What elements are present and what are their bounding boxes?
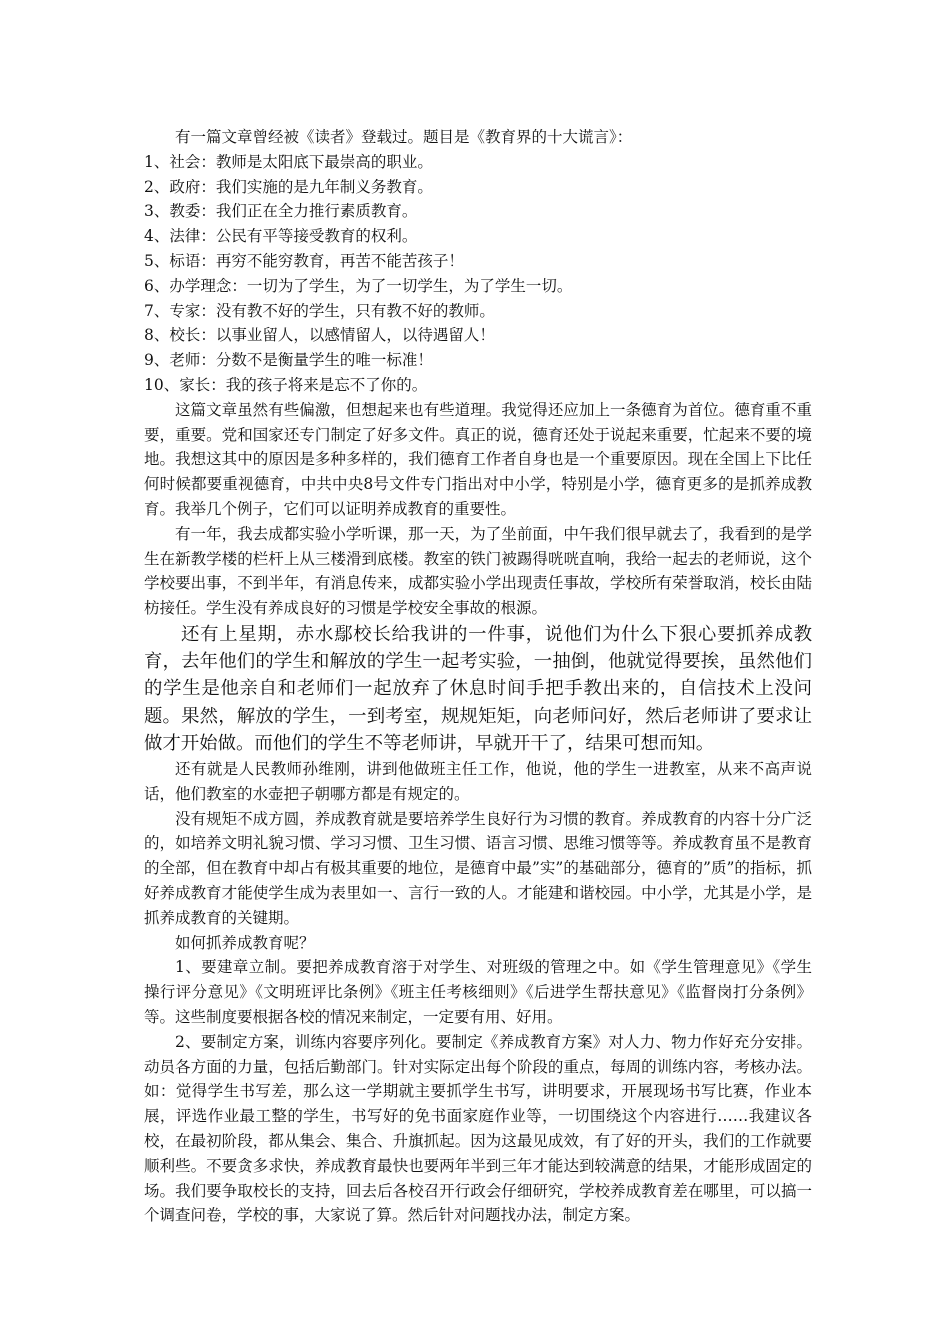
list-item: 7、专家：没有教不好的学生，只有教不好的教师。 bbox=[144, 301, 495, 320]
list-item: 2、政府：我们实施的是九年制义务教育。 bbox=[144, 177, 433, 196]
list-item: 3、教委：我们正在全力推行素质教育。 bbox=[144, 202, 418, 221]
list-item: 4、法律：公民有平等接受教育的权利。 bbox=[144, 227, 418, 246]
body-paragraph: 这篇文章虽然有些偏激，但想起来也有些道理。我觉得还应加上一条德育为首位。德育重不重要，重要。党和国家还专门制定了好多文件。真正的说，德育还处于说起来重要，忙起来不要的境地。我想这其中的原因是多种多样的，我们德育工作者自身也是一个重要原因。现在全国上下比任何时候都要重视德育，中共中央8号文件专门指出对中小学，特别是小学，德育更多的是抓养成教育。我举几个例子，它们可以证明养成教育的重要性。 bbox=[144, 400, 812, 518]
intro-paragraph: 有一篇文章曾经被《读者》登载过。题目是《教育界的十大谎言》： bbox=[175, 128, 633, 146]
section-question: 如何抓养成教育呢？ bbox=[175, 933, 315, 952]
list-item: 10、家长：我的孩子将来是忘不了你的。 bbox=[144, 375, 428, 394]
body-paragraph-large: 还有上星期，赤水鄢校长给我讲的一件事，说他们为什么下狠心要抓养成教育，去年他们的学生和解放的学生一起考实验，一抽倒，他就觉得要挨，虽然他们的学生是他亲自和老师们一起放弃了休息时间手把手教出来的，自信技术上没问题。果然，解放的学生，一到考室，规规矩矩，向老师问好，然后老师讲了要求让做才开始做。而他们的学生不等老师讲，早就开干了，结果可想而知。 bbox=[144, 623, 812, 754]
body-paragraph: 1、要建章立制。要把养成教育溶于对学生、对班级的管理之中。如《学生管理意见》《学生操行评分意见》《文明班评比条例》《班主任考核细则》《后进学生帮扶意见》《监督岗打分条例》等。这些制度要根据各校的情况来制定，一定要有用、好用。 bbox=[144, 958, 812, 1026]
body-paragraph: 2、要制定方案，训练内容要序列化。要制定《养成教育方案》对人力、物力作好充分安排。动员各方面的力量，包括后勤部门。针对实际定出每个阶段的重点，每周的训练内容，考核办法。如：觉得学生书写差，那么这一学期就主要抓学生书写，讲明要求，开展现场书写比赛，作业本展，评选作业最工整的学生，书写好的免书面家庭作业等，一切围绕这个内容进行……我建议各校，在最初阶段，都从集会、集合、升旗抓起。因为这最见成效，有了好的开头，我们的工作就要顺利些。不要贪多求快，养成教育最快也要两年半到三年才能达到较满意的结果，才能形成固定的场。我们要争取校长的支持，回去后各校召开行政会仔细研究，学校养成教育差在哪里，可以搞一个调查问卷，学校的事，大家说了算。然后针对问题找办法，制定方案。 bbox=[144, 1032, 812, 1225]
list-item: 5、标语：再穷不能穷教育，再苦不能苦孩子！ bbox=[144, 251, 464, 270]
document-page bbox=[144, 125, 812, 1228]
list-item: 8、校长：以事业留人，以感情留人，以待遇留人！ bbox=[144, 326, 495, 345]
body-paragraph: 没有规矩不成方圆，养成教育就是要培养学生良好行为习惯的教育。养成教育的内容十分广泛的，如培养文明礼貌习惯、学习习惯、卫生习惯、语言习惯、思维习惯等等。养成教育虽不是教育的全部，但在教育中却占有极其重要的地位，是德育中最”实”的基础部分，德育的”质”的指标，抓好养成教育才能使学生成为表里如一、言行一致的人。才能建和谐校园。中小学，尤其是小学，是抓养成教育的关键期。 bbox=[144, 809, 812, 927]
body-paragraph: 有一年，我去成都实验小学听课，那一天，为了坐前面，中午我们很早就去了，我看到的是学生在新教学楼的栏杆上从三楼滑到底楼。教室的铁门被踢得咣咣直响，我给一起去的老师说，这个学校要出事，不到半年，有消息传来，成都实验小学出现责任事故，学校所有荣誉取消，校长由陆枋接任。学生没有养成良好的习惯是学校安全事故的根源。 bbox=[144, 524, 812, 618]
list-item: 1、社会：教师是太阳底下最崇高的职业。 bbox=[144, 152, 433, 171]
body-paragraph: 还有就是人民教师孙维刚，讲到他做班主任工作，他说，他的学生一进教室，从来不高声说话，他们教室的水壶把子朝哪方都是有规定的。 bbox=[144, 759, 812, 803]
list-item: 6、办学理念：一切为了学生，为了一切学生，为了学生一切。 bbox=[144, 276, 573, 295]
list-item: 9、老师：分数不是衡量学生的唯一标准！ bbox=[144, 351, 433, 370]
